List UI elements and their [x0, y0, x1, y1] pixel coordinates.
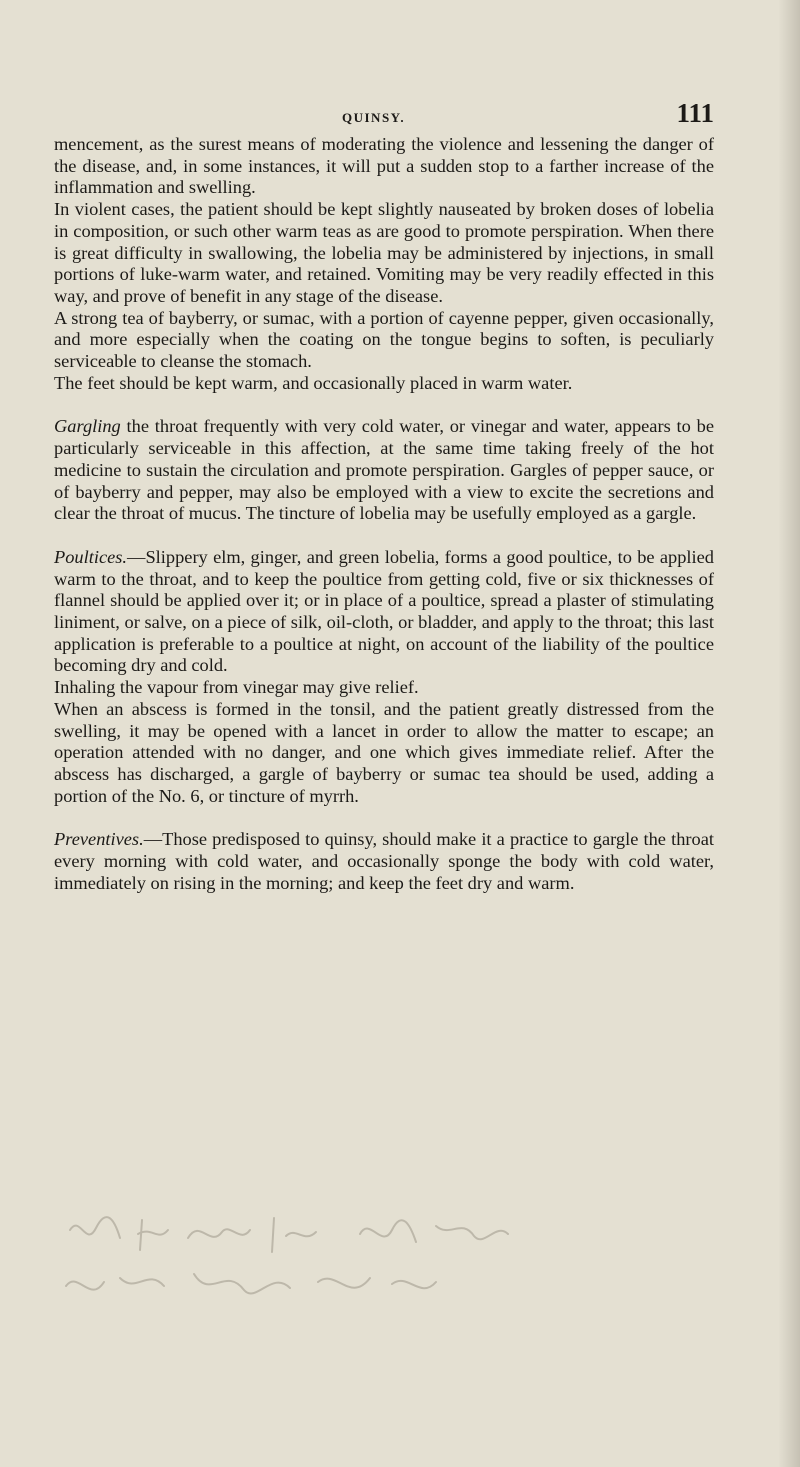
page-header — [140, 98, 714, 134]
faint-handwriting-bleedthrough — [60, 1208, 620, 1328]
body-text — [54, 134, 714, 895]
paragraph-warm-feet — [54, 373, 714, 395]
paragraph-continuation — [54, 134, 714, 199]
paragraph-text: A strong tea of bayberry, or sumac, with a portion of cayenne pepper, given occasionally, and more especially when the coating on the tongue begins to soften, is peculiarly serviceable to cleanse the stomach. — [54, 307, 714, 372]
paragraph-abscess — [54, 699, 714, 808]
running-head: QUINSY. — [342, 110, 406, 125]
paragraph-text: mencement, as the surest means of moderating the violence and lessening the danger of the disease, and, in some instances, it will put a sudden stop to a farther increase of the inflammation and swelling. — [54, 134, 714, 198]
paragraph-gargling — [54, 416, 714, 525]
paragraph-text: When an abscess is formed in the tonsil, and the patient greatly distressed from the swelling, it may be opened with a lancet in order to allow the matter to escape; an operation attended with no danger, and one which gives immediate relief. After the abscess has discharged, a gargle of bayberry or sumac tea should be used, adding a portion of the No. 6, or tincture of myrrh. — [54, 698, 714, 806]
paragraph-text: —Slippery elm, ginger, and green lobelia, forms a good poultice, to be applied warm to the throat, and to keep the poultice from getting cold, five or six thicknesses of flannel should be applied over it; or in place of a poultice, spread a plaster of stimulating liniment, or salve, on a piece of silk, oil-cloth, or bladder, and apply to the throat; this last application is preferable to a poultice at night, on account of the liability of the poultice becoming dry and cold. — [54, 546, 714, 676]
paragraph-violent-cases — [54, 199, 714, 308]
page-number: 111 — [676, 98, 714, 128]
paragraph-lead: Gargling — [54, 416, 121, 437]
paragraph-lead: Poultices. — [54, 546, 128, 567]
paragraph-inhaling — [54, 677, 714, 699]
paragraph-text: In violent cases, the patient should be kept slightly nauseated by broken doses of lobelia in composition, or such other warm teas as are good to promote perspiration. When there is great difficulty in swallowing, the lobelia may be administered by injections, in small portions of luke-warm water, and retained. Vomiting may be very readily effected in this way, and prove of benefit in any stage of the disease. — [54, 199, 714, 306]
paragraph-text: —Those predisposed to quinsy, should make it a practice to gargle the throat every morning with cold water, and occasionally sponge the body with cold water, immediately on rising in the morning; and keep the feet dry and warm. — [54, 829, 714, 893]
page-edge-shadow — [778, 0, 800, 1467]
paragraph-bayberry-tea — [54, 308, 714, 373]
paragraph-poultices — [54, 547, 714, 677]
paragraph-lead: Preventives. — [54, 829, 144, 850]
paragraph-preventives — [54, 829, 714, 894]
paragraph-text: The feet should be kept warm, and occasionally placed in warm water. — [54, 372, 573, 393]
paragraph-text: Inhaling the vapour from vinegar may give relief. — [54, 677, 419, 698]
paragraph-text: the throat frequently with very cold water, or vinegar and water, appears to be particularly serviceable in this affection, at the same time taking freely of the hot medicine to sustain the circulation and promote perspiration. Gargles of pepper sauce, or of bayberry and pepper, may also be employed with a view to excite the secretions and clear the throat of mucus. The tincture of lobelia may be usefully employed as a gargle. — [54, 416, 714, 524]
